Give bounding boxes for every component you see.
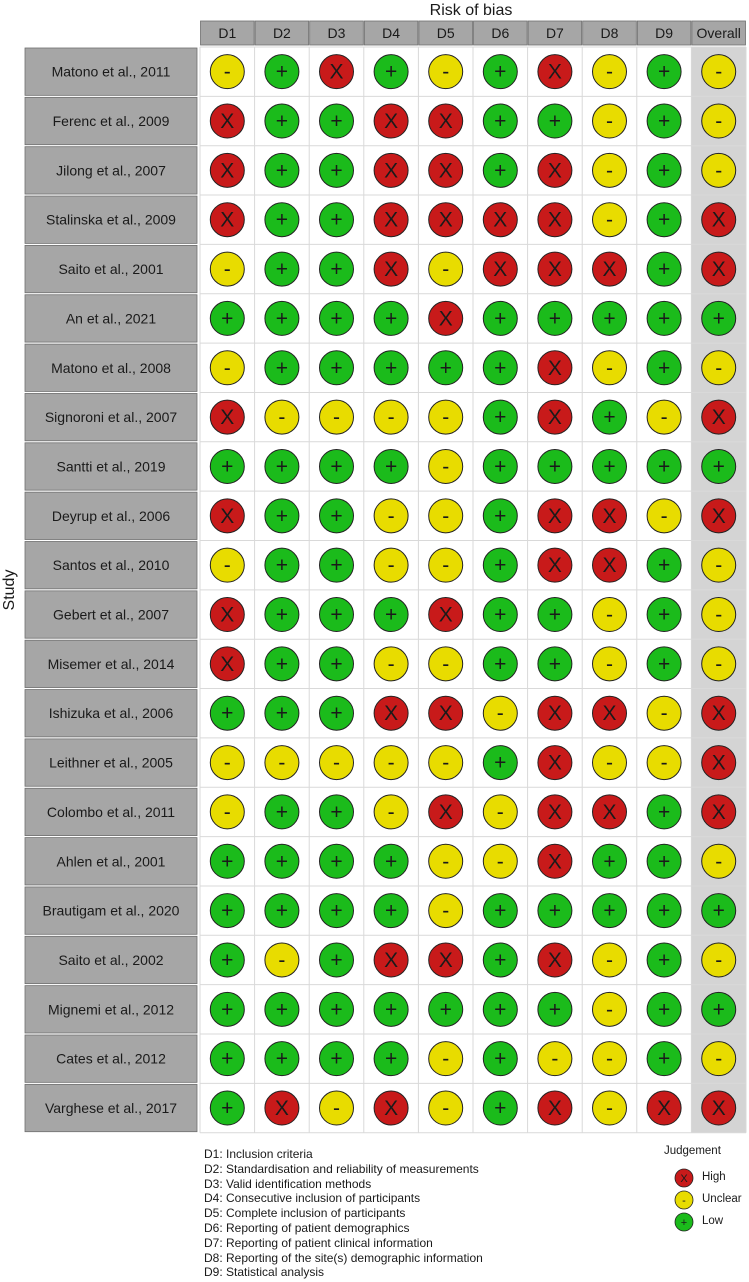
- judgement-symbol: +: [494, 652, 507, 676]
- study-label: Santos et al., 2010: [52, 557, 170, 574]
- judgement-symbol: +: [330, 603, 343, 627]
- judgement-symbol: +: [384, 603, 398, 627]
- judgement-symbol: -: [442, 751, 450, 775]
- judgement-symbol: +: [657, 208, 671, 232]
- judgement-symbol: X: [547, 356, 562, 380]
- judgement-symbol: +: [712, 998, 725, 1022]
- chart-title: Risk of bias: [429, 2, 513, 19]
- judgement-symbol: X: [220, 208, 235, 232]
- study-label: Santti et al., 2019: [56, 458, 166, 475]
- judgement-symbol: X: [438, 702, 453, 726]
- judgement-symbol: X: [493, 208, 508, 232]
- judgement-symbol: -: [278, 751, 286, 775]
- judgement-symbol: -: [387, 652, 395, 676]
- judgement-symbol: +: [657, 1047, 671, 1071]
- judgement-symbol: -: [278, 948, 286, 972]
- judgement-symbol: X: [547, 504, 562, 528]
- judgement-symbol: -: [387, 406, 395, 430]
- judgement-symbol: X: [384, 948, 399, 972]
- study-label: Stalinska et al., 2009: [46, 211, 176, 228]
- judgement-symbol: -: [606, 208, 613, 232]
- judgement-symbol: +: [657, 554, 671, 578]
- judgement-symbol: +: [494, 356, 507, 380]
- judgement-symbol: +: [275, 652, 289, 676]
- judgement-symbol: +: [657, 652, 671, 676]
- legend-label: Low: [702, 1215, 724, 1227]
- judgement-symbol: +: [221, 998, 234, 1022]
- judgement-symbol: +: [330, 1047, 343, 1071]
- judgement-symbol: +: [712, 899, 725, 923]
- study-label: Saito et al., 2001: [58, 261, 164, 278]
- judgement-symbol: +: [221, 1047, 234, 1071]
- judgement-symbol: -: [715, 603, 723, 627]
- judgement-symbol: -: [333, 406, 340, 430]
- judgement-symbol: +: [330, 208, 343, 232]
- study-labels: [25, 48, 197, 1132]
- judgement-symbol: -: [606, 948, 613, 972]
- judgement-symbol: -: [442, 899, 450, 923]
- judgement-symbol: +: [384, 60, 398, 84]
- domain-definition: D6: Reporting of patient demographics: [204, 1221, 410, 1235]
- judgement-symbol: +: [657, 307, 671, 331]
- judgement-symbol: X: [711, 800, 726, 824]
- column-header-label: D5: [436, 25, 455, 41]
- study-label: Deyrup et al., 2006: [51, 507, 171, 524]
- judgement-symbol: +: [384, 356, 398, 380]
- study-label: Misemer et al., 2014: [47, 655, 175, 672]
- judgement-symbol: +: [221, 307, 234, 331]
- legend-symbol: -: [682, 1195, 686, 1207]
- judgement-symbol: X: [711, 504, 726, 528]
- judgement-symbol: +: [494, 554, 507, 578]
- judgement-symbol: -: [223, 751, 231, 775]
- y-axis-label: Study: [1, 569, 18, 611]
- judgement-symbol: X: [438, 159, 453, 183]
- judgement-symbol: X: [384, 208, 399, 232]
- judgement-symbol: +: [330, 455, 343, 479]
- judgement-symbol: -: [442, 850, 450, 874]
- legend-label: Unclear: [702, 1193, 742, 1205]
- judgement-symbol: X: [493, 258, 508, 282]
- judgement-symbol: +: [657, 60, 671, 84]
- judgement-symbol: +: [548, 603, 562, 627]
- judgement-symbol: X: [438, 800, 453, 824]
- judgement-symbol: X: [547, 702, 562, 726]
- judgement-symbol: +: [275, 307, 289, 331]
- judgement-symbol: -: [606, 1097, 613, 1121]
- judgement-symbol: +: [494, 899, 507, 923]
- column-headers: [201, 21, 746, 45]
- judgement-symbol: +: [384, 899, 398, 923]
- domain-definition: D4: Consecutive inclusion of participants: [204, 1191, 421, 1206]
- judgement-symbol: X: [547, 850, 562, 874]
- judgement-symbol: -: [715, 948, 723, 972]
- judgement-symbol: +: [330, 948, 343, 972]
- column-header-label: D2: [272, 25, 291, 41]
- judgement-symbol: +: [494, 603, 507, 627]
- column-header-label: D4: [382, 25, 401, 41]
- judgement-symbol: X: [220, 504, 235, 528]
- judgement-symbol: -: [442, 504, 450, 528]
- judgement-symbol: X: [602, 504, 617, 528]
- judgement-symbol: X: [384, 110, 399, 134]
- judgement-symbol: +: [548, 307, 562, 331]
- judgement-symbol: -: [660, 751, 668, 775]
- column-header-label: D6: [491, 25, 510, 41]
- study-label: Ishizuka et al., 2006: [48, 705, 174, 722]
- domain-definition: D3: Valid identification methods: [204, 1176, 372, 1191]
- judgement-symbol: X: [329, 60, 344, 84]
- judgement-symbol: -: [551, 1047, 559, 1071]
- judgement-symbol: +: [330, 356, 343, 380]
- judgement-symbol: +: [275, 702, 289, 726]
- judgement-symbol: +: [657, 948, 671, 972]
- judgement-symbol: -: [496, 850, 504, 874]
- judgement-symbol: +: [330, 702, 343, 726]
- judgement-symbol: +: [657, 159, 671, 183]
- judgement-symbol: -: [606, 110, 613, 134]
- judgement-symbol: -: [606, 751, 613, 775]
- domain-definition: D8: Reporting of the site(s) demographic information: [204, 1250, 483, 1265]
- judgement-symbol: -: [223, 800, 231, 824]
- judgement-symbol: X: [384, 258, 399, 282]
- judgement-symbol: -: [223, 554, 231, 578]
- judgement-symbol: X: [711, 751, 726, 775]
- judgement-symbol: -: [715, 554, 723, 578]
- judgement-symbol: +: [657, 603, 671, 627]
- judgement-symbol: X: [547, 751, 562, 775]
- judgement-symbol: +: [384, 850, 398, 874]
- study-label: An et al., 2021: [65, 310, 157, 327]
- judgement-symbol: +: [712, 307, 725, 331]
- judgement-symbol: +: [548, 998, 562, 1022]
- judgement-symbol: +: [275, 110, 289, 134]
- judgement-symbol: +: [548, 455, 562, 479]
- judgement-symbol: -: [387, 504, 395, 528]
- judgement-symbol: -: [715, 652, 723, 676]
- judgement-symbol: -: [606, 356, 613, 380]
- judgement-symbol: X: [438, 603, 453, 627]
- study-label: Matono et al., 2008: [51, 359, 171, 376]
- judgement-symbol: +: [221, 702, 234, 726]
- judgement-symbol: X: [274, 1097, 289, 1121]
- judgement-symbol: +: [275, 998, 289, 1022]
- judgement-symbol: -: [442, 258, 450, 282]
- judgement-symbol: +: [330, 554, 343, 578]
- judgement-symbol: +: [657, 850, 671, 874]
- judgement-symbol: X: [711, 702, 726, 726]
- column-header-label: D7: [545, 25, 564, 41]
- judgement-symbol: +: [275, 208, 289, 232]
- judgement-symbol: +: [330, 307, 343, 331]
- judgement-symbol: +: [275, 800, 289, 824]
- judgement-symbol: +: [330, 504, 343, 528]
- judgement-symbol: +: [330, 850, 343, 874]
- judgement-symbol: +: [330, 159, 343, 183]
- judgement-symbol: X: [547, 258, 562, 282]
- judgement-symbol: +: [494, 110, 507, 134]
- study-label: Varghese et al., 2017: [44, 1100, 178, 1117]
- judgement-symbol: +: [330, 899, 343, 923]
- judgement-symbol: +: [275, 850, 289, 874]
- judgement-symbol: -: [606, 652, 613, 676]
- judgement-symbol: X: [547, 1097, 562, 1121]
- judgement-symbol: -: [496, 800, 504, 824]
- judgement-symbol: X: [438, 110, 453, 134]
- study-label: Saito et al., 2002: [58, 951, 164, 968]
- judgement-symbol: -: [442, 652, 450, 676]
- judgement-symbol: +: [494, 1097, 507, 1121]
- judgement-symbol: X: [547, 554, 562, 578]
- legend-title: Judgement: [664, 1145, 721, 1157]
- judgement-symbol: +: [603, 850, 616, 874]
- judgement-symbol: -: [606, 1047, 613, 1071]
- judgement-symbol: +: [657, 110, 671, 134]
- judgement-symbol: +: [657, 899, 671, 923]
- judgement-symbol: +: [275, 554, 289, 578]
- judgement-symbol: X: [657, 1097, 672, 1121]
- judgement-symbol: +: [494, 307, 507, 331]
- judgement-symbol: X: [547, 406, 562, 430]
- judgement-symbol: -: [333, 751, 340, 775]
- judgement-symbol: -: [223, 356, 231, 380]
- domain-definition: D1: Inclusion criteria: [204, 1147, 313, 1161]
- judgement-symbol: +: [548, 652, 562, 676]
- study-label: Gebert et al., 2007: [53, 606, 169, 623]
- judgement-symbol: +: [657, 998, 671, 1022]
- judgement-symbol: -: [278, 406, 286, 430]
- study-label: Signoroni et al., 2007: [44, 409, 178, 426]
- judgement-symbol: X: [602, 258, 617, 282]
- judgement-symbol: -: [442, 406, 450, 430]
- judgement-symbol: -: [496, 702, 504, 726]
- judgement-symbol: X: [547, 800, 562, 824]
- judgement-symbol: X: [384, 159, 399, 183]
- judgement-symbol: +: [439, 356, 452, 380]
- study-label: Leithner et al., 2005: [49, 754, 173, 771]
- study-label: Jilong et al., 2007: [56, 162, 166, 179]
- judgement-symbol: +: [221, 948, 234, 972]
- judgement-symbol: X: [547, 159, 562, 183]
- legend-symbols: [675, 1169, 693, 1231]
- judgement-symbol: X: [220, 159, 235, 183]
- judgement-symbol: +: [221, 850, 234, 874]
- judgement-symbol: +: [221, 455, 234, 479]
- judgement-symbol: -: [715, 1047, 723, 1071]
- judgement-symbol: +: [384, 455, 398, 479]
- judgement-symbol: X: [220, 406, 235, 430]
- judgement-symbol: +: [275, 1047, 289, 1071]
- domain-definition: D2: Standardisation and reliability of measurements: [204, 1161, 479, 1176]
- judgement-symbol: +: [330, 258, 343, 282]
- judgement-symbol: -: [442, 1097, 450, 1121]
- judgement-symbol: X: [711, 258, 726, 282]
- judgement-symbol: +: [657, 356, 671, 380]
- judgement-symbol: X: [547, 208, 562, 232]
- judgement-symbol: -: [715, 356, 723, 380]
- judgement-symbol: +: [494, 504, 507, 528]
- study-label: Matono et al., 2011: [51, 63, 171, 80]
- judgement-symbol: X: [220, 603, 235, 627]
- judgement-symbol: X: [711, 208, 726, 232]
- study-label: Mignemi et al., 2012: [47, 1001, 175, 1018]
- domain-definition: D9: Statistical analysis: [204, 1265, 325, 1280]
- judgement-symbol: -: [442, 554, 450, 578]
- judgement-symbol: -: [715, 110, 723, 134]
- judgement-symbol: X: [602, 702, 617, 726]
- judgement-symbol: +: [603, 899, 616, 923]
- judgement-symbol: +: [657, 455, 671, 479]
- judgement-symbol: +: [275, 603, 289, 627]
- judgement-symbol: -: [715, 850, 723, 874]
- judgement-symbol: +: [275, 899, 289, 923]
- judgement-symbol: -: [442, 455, 450, 479]
- judgement-symbol: -: [660, 406, 668, 430]
- study-label: Cates et al., 2012: [56, 1050, 166, 1067]
- judgement-symbol: +: [494, 159, 507, 183]
- judgement-symbol: +: [548, 899, 562, 923]
- judgement-symbol: +: [603, 307, 616, 331]
- study-label: Brautigam et al., 2020: [42, 902, 180, 919]
- judgement-symbol: +: [603, 455, 616, 479]
- judgement-symbol: X: [438, 307, 453, 331]
- judgement-symbol: +: [275, 159, 289, 183]
- judgement-symbol: X: [438, 208, 453, 232]
- study-label: Ahlen et al., 2001: [56, 853, 166, 870]
- judgement-symbol: +: [275, 455, 289, 479]
- judgement-symbol: -: [387, 554, 395, 578]
- judgement-symbol: X: [602, 554, 617, 578]
- judgement-symbol: +: [603, 406, 616, 430]
- judgement-symbol: -: [333, 1097, 340, 1121]
- judgement-symbol: X: [438, 948, 453, 972]
- judgement-symbol: +: [275, 504, 289, 528]
- judgement-symbol: X: [384, 1097, 399, 1121]
- judgement-symbol: +: [384, 1047, 398, 1071]
- judgement-symbol: +: [494, 60, 507, 84]
- judgement-symbol: -: [660, 504, 668, 528]
- legend-symbol: +: [680, 1217, 688, 1229]
- judgement-symbol: +: [384, 998, 398, 1022]
- judgement-symbol: +: [330, 800, 343, 824]
- domain-definition: D5: Complete inclusion of participants: [204, 1206, 406, 1221]
- judgement-symbol: +: [330, 652, 343, 676]
- judgement-symbol: +: [712, 455, 725, 479]
- judgement-symbol: -: [715, 60, 723, 84]
- column-header-label: D8: [600, 25, 619, 41]
- judgement-symbol: -: [442, 60, 450, 84]
- judgement-symbol: +: [275, 60, 289, 84]
- judgement-symbol: +: [494, 751, 507, 775]
- judgement-symbol: X: [711, 406, 726, 430]
- judgement-symbol: +: [494, 406, 507, 430]
- judgement-symbol: X: [711, 1097, 726, 1121]
- judgement-symbol: -: [387, 800, 395, 824]
- column-header-label: Overall: [696, 25, 741, 41]
- judgement-symbol: -: [442, 1047, 450, 1071]
- judgement-symbol: +: [330, 998, 343, 1022]
- judgement-symbol: +: [439, 998, 452, 1022]
- judgement-symbol: -: [660, 702, 668, 726]
- judgement-symbol: -: [715, 159, 723, 183]
- column-header-label: D1: [218, 25, 237, 41]
- judgement-symbol: +: [384, 307, 398, 331]
- judgement-symbol: +: [494, 1047, 507, 1071]
- judgement-symbol: X: [220, 110, 235, 134]
- judgement-symbol: +: [494, 455, 507, 479]
- judgement-symbol: X: [547, 948, 562, 972]
- legend-symbol: X: [680, 1173, 688, 1185]
- judgement-symbol: +: [275, 356, 289, 380]
- judgement-symbol: -: [606, 159, 613, 183]
- judgement-symbol: X: [220, 652, 235, 676]
- judgement-symbol: X: [384, 702, 399, 726]
- judgement-symbol: +: [330, 110, 343, 134]
- study-label: Colombo et al., 2011: [46, 803, 176, 820]
- judgement-symbol: -: [223, 258, 231, 282]
- judgement-symbol: X: [547, 60, 562, 84]
- judgement-symbol: -: [606, 603, 613, 627]
- column-header-label: D3: [327, 25, 346, 41]
- judgement-symbol: -: [606, 998, 613, 1022]
- judgement-symbol: +: [494, 998, 507, 1022]
- judgement-symbol: -: [223, 60, 231, 84]
- legend-label: High: [702, 1171, 726, 1183]
- judgement-symbol: +: [548, 110, 562, 134]
- judgement-symbol: +: [657, 800, 671, 824]
- judgement-symbol: +: [657, 258, 671, 282]
- judgement-symbol: +: [221, 899, 234, 923]
- column-header-label: D9: [655, 25, 674, 41]
- judgement-symbol: X: [602, 800, 617, 824]
- judgement-symbol: -: [387, 751, 395, 775]
- judgement-symbol: +: [494, 948, 507, 972]
- judgement-symbol: +: [221, 1097, 234, 1121]
- judgement-symbol: +: [275, 258, 289, 282]
- domain-definition: D7: Reporting of patient clinical information: [204, 1235, 433, 1250]
- judgement-symbol: -: [606, 60, 613, 84]
- study-label: Ferenc et al., 2009: [52, 113, 170, 130]
